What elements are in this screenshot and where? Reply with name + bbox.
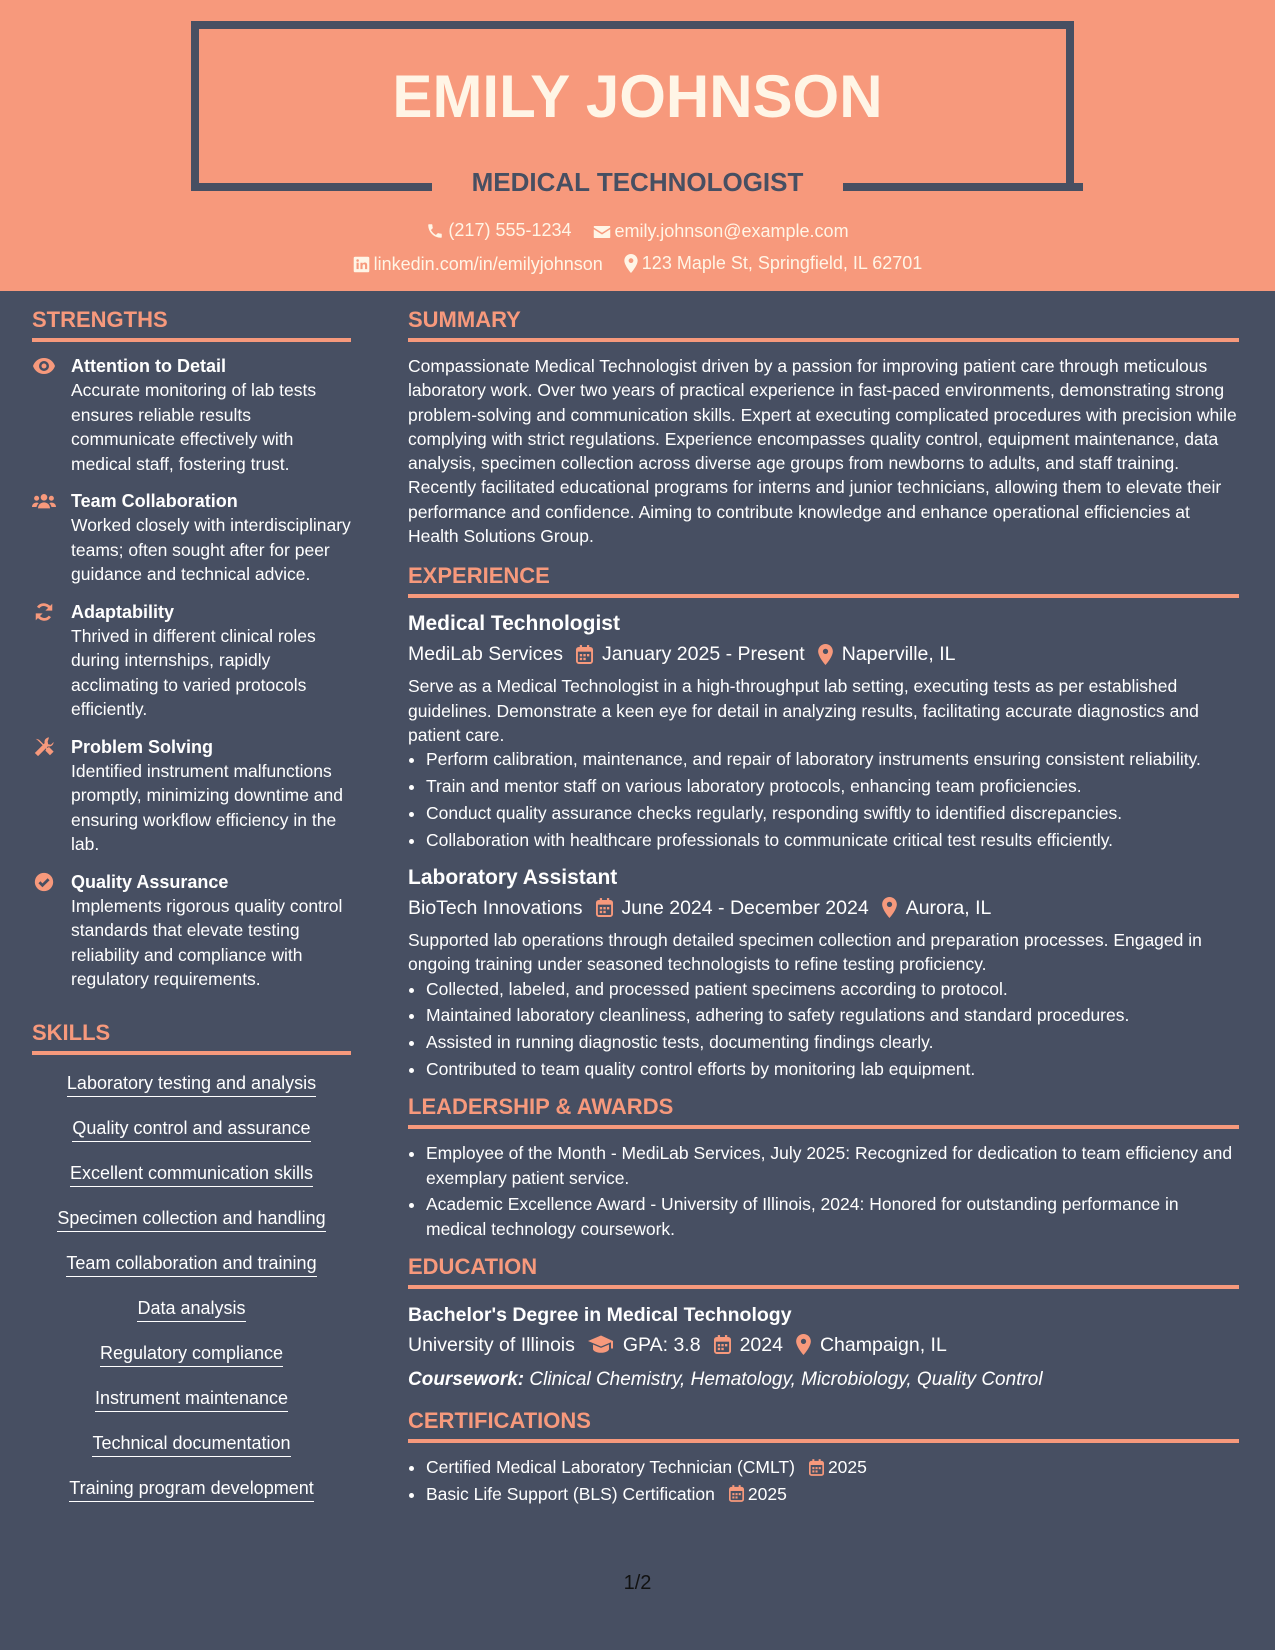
coursework-text: Clinical Chemistry, Hematology, Microbiology, Quality Control [529, 1368, 1043, 1390]
award-item: • Employee of the Month - MediLab Services, July 2025: Recognized for dedication to team efficiency and exemplary patient service. [426, 1141, 1239, 1190]
address-contact [624, 253, 923, 274]
job-bullet: • Assisted in running diagnostic tests, documenting findings clearly. [426, 1030, 1239, 1054]
job-location: Naperville, IL [841, 643, 956, 666]
strength-name: Problem Solving [71, 736, 214, 757]
email-contact[interactable] [593, 221, 849, 242]
certification-name: • Basic Life Support (BLS) Certification [426, 1483, 715, 1504]
page-number: 1/2 [623, 1572, 652, 1594]
calendar-icon [809, 1459, 824, 1476]
experience-heading: EXPERIENCE [408, 562, 1239, 598]
strength-name: Team Collaboration [71, 491, 238, 511]
job-dates: January 2025 - Present [602, 643, 805, 666]
map-pin-icon [818, 644, 833, 665]
strength-item [32, 489, 351, 587]
job-dates-wrap [596, 892, 869, 924]
certification-item [426, 1455, 1239, 1479]
coursework-label: Coursework: [408, 1368, 525, 1390]
certification-name: • Certified Medical Laboratory Technician (CMLT) [426, 1456, 795, 1477]
job-bullets [408, 747, 1239, 852]
calendar-icon [576, 645, 593, 664]
skill-item: Regulatory compliance [100, 1341, 283, 1367]
job-bullet: • Collaboration with healthcare professionals to communicate critical test results efficiently. [426, 828, 1239, 852]
job-location-wrap [882, 892, 992, 924]
education-coursework [408, 1365, 1239, 1395]
users-icon [32, 490, 56, 512]
skill-item: Team collaboration and training [66, 1251, 316, 1277]
job-bullet: • Conduct quality assurance checks regularly, responding swiftly to identified discrepancies. [426, 801, 1239, 825]
map-pin-icon [882, 897, 897, 918]
certification-item [426, 1482, 1239, 1506]
job-bullets [408, 977, 1239, 1082]
address-text: 123 Maple St, Springfield, IL 62701 [641, 253, 923, 273]
job-bullet: • Collected, labeled, and processed patient specimens according to protocol. [426, 977, 1239, 1001]
skill-item: Specimen collection and handling [57, 1206, 325, 1232]
strength-desc: Worked closely with interdisciplinary teams; often sought after for peer guidance and technical advice. [71, 515, 351, 584]
job-entry [408, 610, 1239, 852]
job-company: BioTech Innovations [408, 896, 583, 919]
certifications-heading: CERTIFICATIONS [408, 1407, 1239, 1443]
job-entry [408, 864, 1239, 1081]
summary-text: Compassionate Medical Technologist driven by a passion for improving patient care through meticulous laboratory work. Over two years of practical experience in fast-paced environments, demonstrating strong problem-solving and communication skills. Expert at executing complicated procedures with precision while complying with strict regulations. Experience encompasses quality control, equipment maintenance, data analysis, specimen collection across diverse age groups from newborns to adults, and staff training. Recently facilitated educational programs for interns and junior technicians, allowing them to elevate their performance and confidence. Aiming to contribute knowledge and enhance operational efficiencies at Health Solutions Group. [408, 356, 1237, 547]
education-year-wrap [714, 1329, 783, 1361]
map-pin-icon [624, 254, 638, 273]
strength-desc: Accurate monitoring of lab tests ensures reliable results communicate effectively with medical staff, fostering trust. [71, 380, 317, 474]
education-year: 2024 [739, 1333, 783, 1356]
certifications-list [408, 1455, 1239, 1506]
calendar-icon [596, 898, 613, 917]
job-meta [408, 892, 1239, 924]
calendar-icon [729, 1485, 744, 1502]
graduation-cap-icon [588, 1335, 614, 1354]
job-company: MediLab Services [408, 643, 563, 666]
strength-desc: Implements rigorous quality control standards that elevate testing reliability and compliance with regulatory requirements. [71, 895, 343, 989]
job-title-heading: MEDICAL TECHNOLOGIST [471, 167, 804, 197]
tools-icon [32, 736, 56, 758]
job-bullet: • Perform calibration, maintenance, and repair of laboratory instruments ensuring consistent reliability. [426, 747, 1239, 771]
resume-header [0, 0, 1275, 291]
contact-row-1 [0, 220, 1275, 245]
job-location: Aurora, IL [905, 896, 992, 919]
phone-icon [426, 222, 444, 240]
eye-icon [32, 355, 56, 377]
linkedin-contact[interactable] [353, 254, 603, 275]
email-text: emily.johnson@example.com [614, 221, 849, 241]
strength-item [32, 600, 351, 722]
strength-name: Adaptability [71, 601, 175, 622]
education-degree: Bachelor's Degree in Medical Technology [408, 1303, 792, 1326]
job-dates: June 2024 - December 2024 [621, 896, 869, 919]
sync-icon [32, 601, 56, 623]
strengths-heading: STRENGTHS [32, 306, 351, 342]
map-pin-icon [796, 1334, 811, 1355]
certification-year: 2025 [747, 1483, 787, 1504]
job-title: Medical Technologist [408, 612, 620, 636]
education-gpa-wrap [588, 1329, 701, 1361]
award-item: • Academic Excellence Award - University of Illinois, 2024: Honored for outstanding performance in medical technology coursework. [426, 1192, 1239, 1241]
linkedin-text: linkedin.com/in/emilyjohnson [373, 254, 603, 274]
skills-heading: SKILLS [32, 1019, 351, 1055]
contact-row-2 [0, 253, 1275, 278]
skill-item: Quality control and assurance [72, 1116, 310, 1142]
job-dates-wrap [576, 638, 805, 670]
skill-item: Technical documentation [92, 1431, 290, 1457]
strength-name: Quality Assurance [71, 871, 229, 892]
job-title: Laboratory Assistant [408, 865, 618, 889]
strength-desc: Thrived in different clinical roles during internships, rapidly acclimating to varied protocols efficiently. [71, 625, 316, 719]
education-heading: EDUCATION [408, 1253, 1239, 1289]
education-location: Champaign, IL [819, 1333, 947, 1356]
education-location-wrap [796, 1329, 947, 1361]
envelope-icon [593, 224, 611, 240]
strength-item [32, 354, 351, 476]
check-circle-icon [32, 871, 56, 893]
summary-heading: SUMMARY [408, 306, 1239, 342]
job-bullet: • Contributed to team quality control efforts by monitoring lab equipment. [426, 1057, 1239, 1081]
strength-desc: Identified instrument malfunctions promptly, minimizing downtime and ensuring workflow efficiency in the lab. [71, 760, 344, 854]
awards-heading: LEADERSHIP & AWARDS [408, 1093, 1239, 1129]
job-location-wrap [818, 638, 956, 670]
job-description: Serve as a Medical Technologist in a high-throughput lab setting, executing tests as per established guidelines. Demonstrate a keen eye for detail in analyzing results, facilitating accurate diagnostics and patient care. [408, 676, 1199, 745]
skill-item: Training program development [69, 1476, 313, 1502]
left-column [32, 306, 351, 1521]
calendar-icon [714, 1335, 731, 1354]
skill-item: Data analysis [137, 1296, 245, 1322]
job-bullet: • Maintained laboratory cleanliness, adhering to safety regulations and standard procedures. [426, 1003, 1239, 1027]
linkedin-icon [353, 256, 370, 273]
education-gpa: GPA: 3.8 [622, 1333, 701, 1356]
phone-text: (217) 555-1234 [448, 220, 572, 240]
job-bullet: • Train and mentor staff on various laboratory protocols, enhancing team proficiencies. [426, 774, 1239, 798]
education-meta [408, 1329, 1239, 1361]
candidate-name: EMILY JOHNSON [392, 63, 883, 130]
job-description: Supported lab operations through detailed specimen collection and preparation processes. Engaged in ongoing training under seasoned technologists to refine testing proficiency. [408, 929, 1202, 975]
skill-item: Excellent communication skills [70, 1161, 313, 1187]
education-school: University of Illinois [408, 1333, 575, 1356]
skills-list [32, 1071, 351, 1521]
skill-item: Instrument maintenance [95, 1386, 288, 1412]
phone-contact[interactable] [426, 220, 571, 241]
strength-name: Attention to Detail [71, 356, 226, 376]
awards-list [408, 1141, 1239, 1241]
skill-item: Laboratory testing and analysis [67, 1071, 316, 1097]
right-column [408, 306, 1239, 1518]
strength-item [32, 870, 351, 992]
job-meta [408, 638, 1239, 670]
strength-item [32, 735, 351, 857]
certification-year: 2025 [827, 1456, 867, 1477]
